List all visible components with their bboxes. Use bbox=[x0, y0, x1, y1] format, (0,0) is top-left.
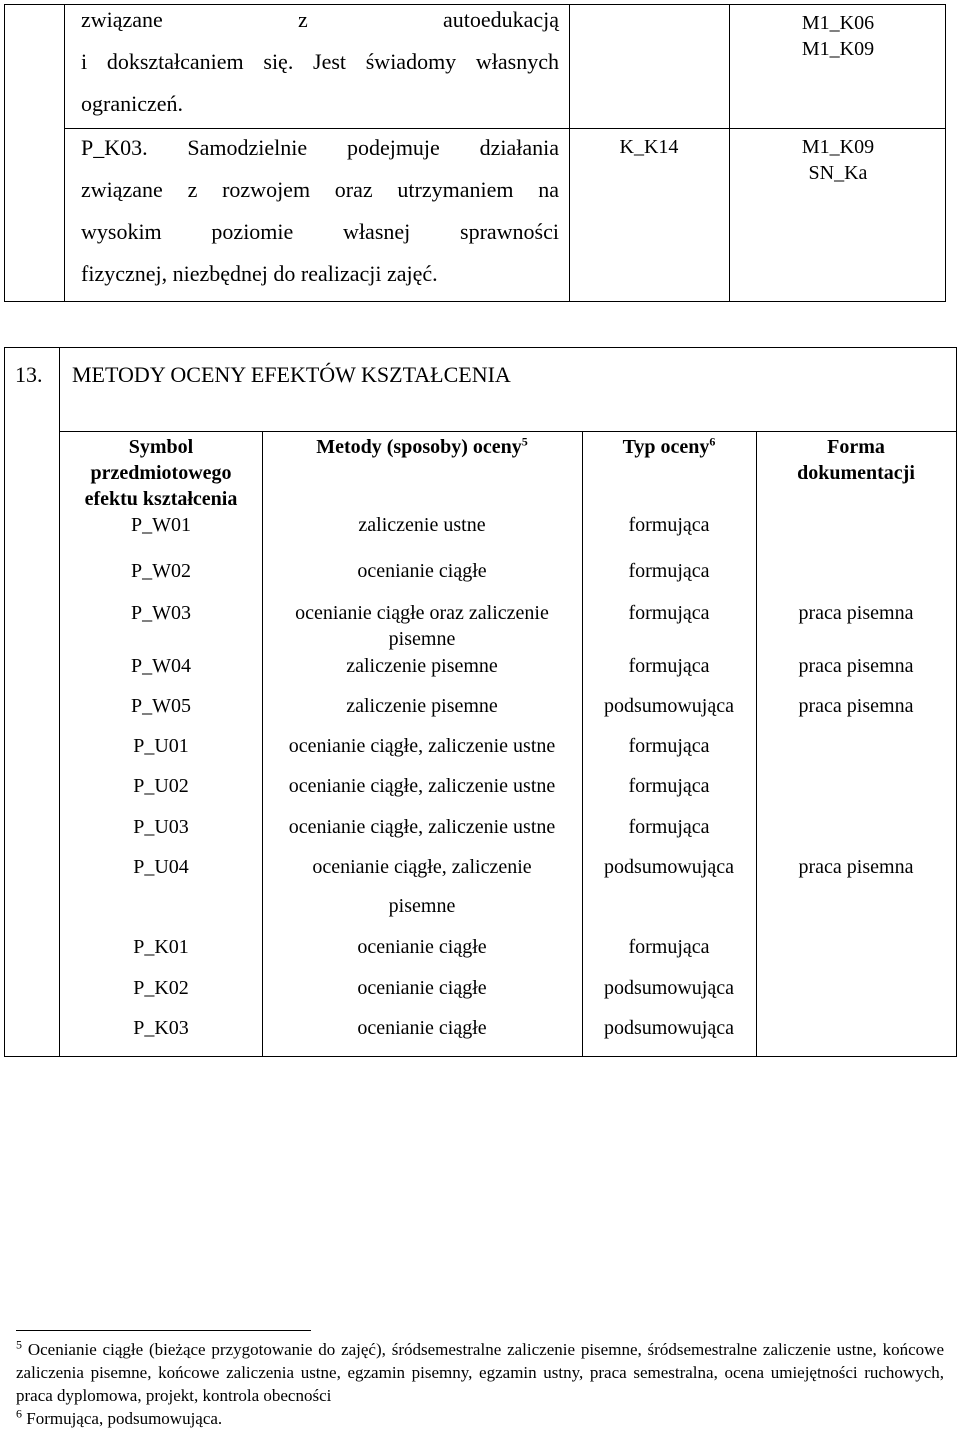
footnote-5: $^5$ Ocenianie ciągłe (bieżące przygotowanie do zajęć), śródsemestralne zaliczenie pisemne, śródsemestralne zaliczenie ustne, końcowe zaliczenia pisemne, końcowe zaliczenia ustne, egzamin pisemny, egzamin ustny, praca semestralna, ocena umiejętności ruchowych, praca dyplomowa, projekt, kontrola obecności bbox=[16, 1337, 945, 1405]
header-methods: Metody (sposoby) oceny$^5$ bbox=[316, 434, 528, 458]
course-ref-cell: K_K14 bbox=[619, 136, 679, 158]
header-documentation: Forma dokumentacji bbox=[797, 436, 915, 484]
outcome-text-cell bbox=[81, 127, 559, 295]
outcome-text-line: związane z rozwojem oraz utrzymaniem na bbox=[81, 177, 559, 202]
section-title: METODY OCENY EFEKTÓW KSZTAŁCENIA bbox=[72, 362, 511, 387]
assessment-methods-section: 13. METODY OCENY EFEKTÓW KSZTAŁCENIA Symbol przedmiotowego efektu kształcenia Metody (sposoby) oceny$^5$ Typ oceny$^6$ Forma dokumentacji P_W01 zaliczenie ustne formująca P_W02 ocenianie ciągłe formująca P_W03 ocenianie ciągłe oraz zaliczenie pisemne formująca praca pisemna P_W04 zaliczenie pisemne formująca praca pisemna P_W05 zaliczenie pisemne podsumowująca praca pisemna P_U01 ocenianie ciągłe, zaliczenie ustne formująca P_U02 ocenianie ciągłe, zaliczenie ustne formująca P_U03 ocenianie ciągłe, zaliczenie ustne formująca P_U04 ocenianie ciągłe, zaliczenie pisemne podsumowująca praca pisemna P_K01 ocenianie ciągłe formująca P_K02 ocenianie ciągłe podsumowująca P_K03 ocenianie ciągłe podsumowująca bbox=[4, 347, 957, 1057]
footnote-6: $^6$ Formująca, podsumowująca. bbox=[16, 1406, 223, 1428]
header-type: Typ oceny$^6$ bbox=[622, 434, 716, 458]
table-divider bbox=[956, 348, 957, 1056]
table-divider bbox=[756, 431, 757, 1056]
outcome-text-line: P_K03. Samodzielnie podejmuje działania bbox=[81, 135, 559, 160]
outcome-text-line: fizycznej, niezbędnej do realizacji zajęć. bbox=[81, 261, 438, 286]
reference-cell: M1_K09 SN_Ka bbox=[801, 136, 875, 184]
footnote-separator bbox=[16, 1330, 311, 1331]
outcome-text-line: wysokim poziomie własnej sprawności bbox=[81, 219, 559, 244]
footnotes bbox=[16, 1338, 944, 1430]
learning-outcomes-table bbox=[4, 4, 946, 302]
header-symbol: Symbol przedmiotowego efektu kształcenia bbox=[84, 436, 238, 510]
table-divider bbox=[64, 5, 65, 302]
table-divider bbox=[60, 431, 957, 432]
section-number-column bbox=[4, 348, 60, 1056]
section-number: 13. bbox=[15, 362, 43, 387]
outcome-text-line: związane z autoedukacją bbox=[81, 7, 559, 32]
reference-cell: M1_K06 M1_K09 bbox=[801, 12, 875, 60]
outcome-text-line: ograniczeń. bbox=[81, 91, 183, 116]
outcome-text-line: i dokształcaniem się. Jest świadomy własnych bbox=[81, 49, 559, 74]
outcome-text-cell bbox=[81, 0, 559, 125]
